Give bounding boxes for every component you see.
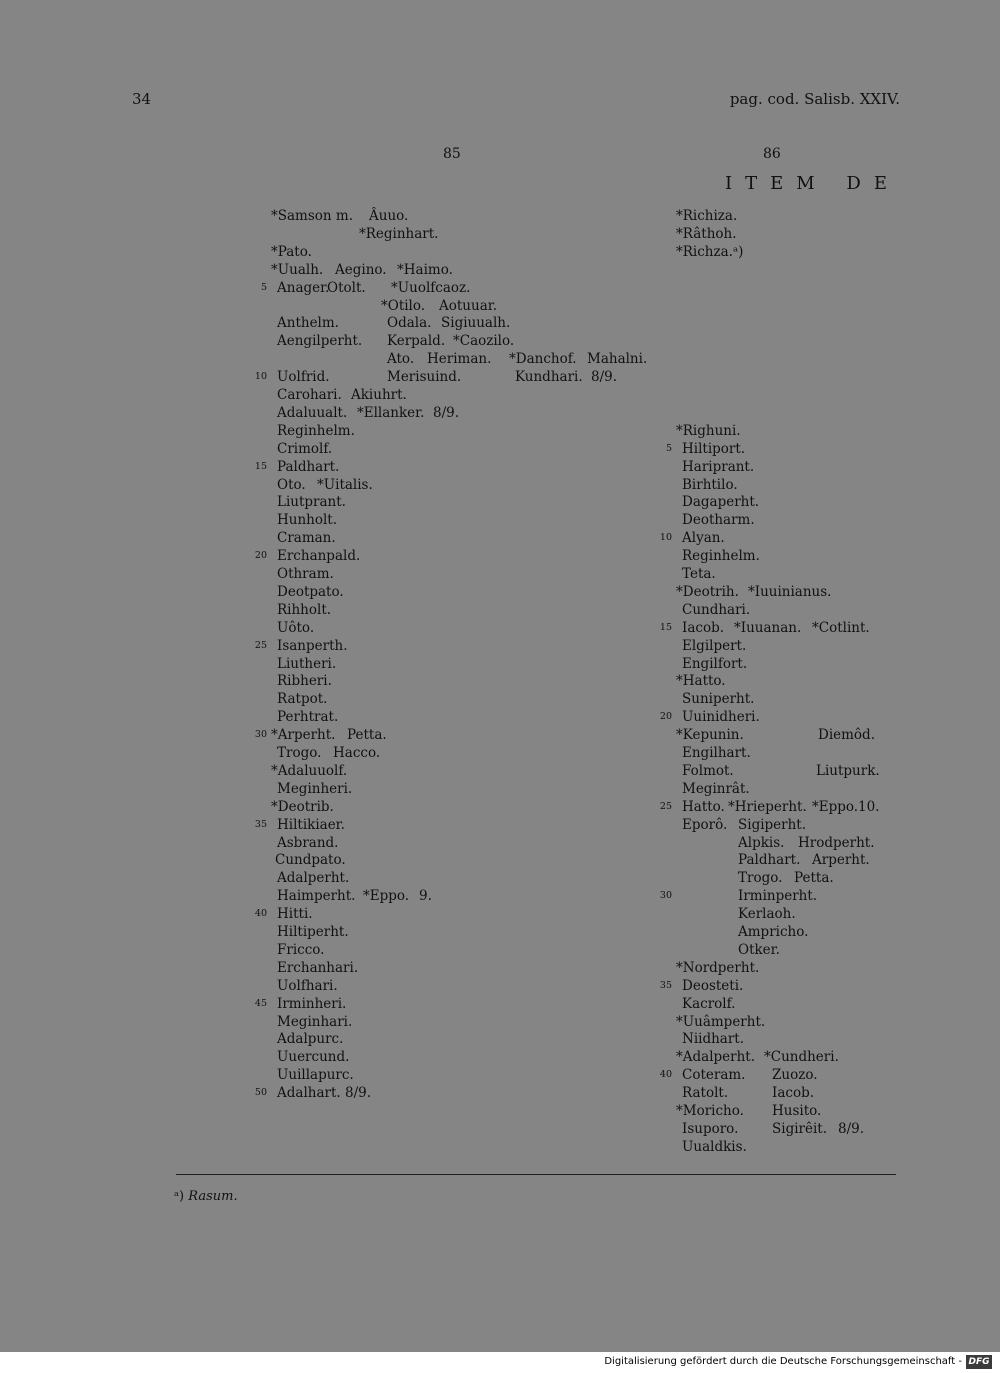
name-entry: *Nordperht. bbox=[676, 959, 760, 976]
name-entry: Aengilperht. bbox=[277, 333, 363, 350]
line-number: 35 bbox=[254, 818, 267, 830]
name-entry: 8/9. bbox=[345, 1085, 372, 1102]
name-entry: Petta. bbox=[794, 870, 834, 887]
name-entry: Anthelm. bbox=[277, 315, 339, 332]
name-entry: Isanperth. bbox=[277, 637, 348, 654]
name-entry: *Eppo. bbox=[363, 888, 410, 905]
name-entry: Diemôd. bbox=[818, 727, 875, 744]
line-number: 15 bbox=[659, 621, 672, 633]
name-entry: *Adaluuolf. bbox=[271, 762, 348, 779]
line-number: 20 bbox=[659, 711, 672, 723]
name-entry: Hiltikiaer. bbox=[277, 816, 345, 833]
name-entry: Kundhari. bbox=[515, 369, 583, 386]
name-entry: Hariprant. bbox=[682, 458, 755, 475]
line-number: 15 bbox=[254, 460, 267, 472]
name-entry: Uualdkis. bbox=[682, 1138, 747, 1155]
line-number: 30 bbox=[659, 890, 672, 902]
line-number: 10 bbox=[254, 371, 267, 383]
name-entry: Reginhelm. bbox=[682, 548, 760, 565]
name-entry: Hiltiperht. bbox=[277, 924, 349, 940]
line-number: 25 bbox=[659, 800, 672, 812]
name-entry: Othram. bbox=[277, 566, 334, 582]
name-entry: *Iuuanan. bbox=[734, 619, 802, 636]
name-entry: *Richiza. bbox=[676, 208, 738, 224]
name-entry: Uuillapurc. bbox=[277, 1067, 354, 1084]
name-entry: Deotpato. bbox=[277, 583, 344, 600]
name-entry: Ato. bbox=[387, 351, 415, 368]
running-title: pag. cod. Salisb. XXIV. bbox=[729, 90, 900, 108]
name-entry: Craman. bbox=[277, 530, 336, 547]
name-entry: Coteram. bbox=[682, 1067, 746, 1084]
footer-credit: Digitalisierung gefördert durch die Deutsche Forschungsgemeinschaft - bbox=[604, 1356, 962, 1367]
line-number: 40 bbox=[254, 908, 267, 920]
name-entry: Uuercund. bbox=[277, 1049, 350, 1066]
name-entry: Eporô. bbox=[682, 816, 728, 833]
name-entry: Cundpato. bbox=[275, 852, 346, 869]
name-entry: *Moricho. bbox=[676, 1103, 744, 1119]
name-entry: Irminheri. bbox=[277, 995, 347, 1012]
name-entry: Crimolf. bbox=[277, 440, 333, 457]
name-entry: Heriman. bbox=[427, 351, 492, 368]
name-entry: Engilhart. bbox=[682, 745, 751, 761]
name-entry: *Otilo. bbox=[381, 297, 426, 314]
name-entry: Uolfrid. bbox=[277, 369, 330, 386]
name-entry: Liutprant. bbox=[277, 494, 346, 511]
name-entry: *Kepunin. bbox=[676, 727, 744, 744]
name-entry: Kacrolf. bbox=[682, 995, 736, 1012]
line-number: 35 bbox=[659, 979, 672, 991]
column-number-right: 86 bbox=[763, 146, 781, 162]
dfg-logo: DFG bbox=[966, 1355, 992, 1369]
name-entry: Liutheri. bbox=[277, 655, 337, 672]
name-entry: Uuinidheri. bbox=[682, 709, 760, 726]
name-entry: Hiltiport. bbox=[682, 440, 746, 457]
name-entry: *Adalperht. bbox=[676, 1049, 756, 1066]
name-entry: Birhtilo. bbox=[682, 476, 738, 493]
name-entry: Dagaperht. bbox=[682, 494, 760, 511]
name-entry: Perhtrat. bbox=[277, 709, 339, 726]
name-entry: Sigiuualh. bbox=[441, 315, 511, 332]
name-entry: 10. bbox=[858, 798, 880, 815]
column-number-left: 85 bbox=[443, 146, 461, 162]
name-entry: Asbrand. bbox=[277, 834, 339, 851]
name-entry: *Uitalis. bbox=[317, 476, 373, 493]
name-entry: Uôto. bbox=[277, 619, 315, 636]
name-entry: *Haimo. bbox=[397, 261, 453, 278]
name-entry: Arperht. bbox=[812, 852, 870, 869]
name-entry: 8/9. bbox=[433, 404, 460, 421]
name-entry: 8/9. bbox=[591, 369, 618, 386]
name-entry: Hatto. bbox=[682, 798, 725, 815]
footnote-rule bbox=[176, 1174, 896, 1175]
name-entry: Kerpald. bbox=[387, 333, 446, 350]
name-entry: Ratpot. bbox=[277, 691, 328, 708]
name-entry: Deotharm. bbox=[682, 512, 755, 529]
name-entry: Hitti. bbox=[277, 906, 313, 923]
name-entry: Erchanpald. bbox=[277, 548, 361, 565]
name-entry: Fricco. bbox=[277, 941, 325, 958]
line-number: 25 bbox=[254, 639, 267, 651]
name-entry: Petta. bbox=[347, 727, 387, 744]
name-entry: Haimperht. bbox=[277, 888, 356, 905]
line-number: 10 bbox=[659, 532, 672, 544]
name-entry: Engilfort. bbox=[682, 655, 748, 672]
name-entry: Cundhari. bbox=[682, 601, 751, 618]
line-number: 5 bbox=[665, 442, 672, 454]
name-entry: Iacob. bbox=[772, 1085, 815, 1102]
name-entry: Meginheri. bbox=[277, 780, 353, 797]
name-entry: *Hatto. bbox=[676, 673, 726, 690]
name-entry: Aegino. bbox=[335, 261, 387, 278]
footer-bar bbox=[0, 1352, 1000, 1373]
footnote-marker: ᵃ) bbox=[174, 1189, 185, 1204]
name-entry: Teta. bbox=[682, 566, 716, 582]
name-entry: Aotuuar. bbox=[439, 297, 498, 314]
footnote-text: Rasum. bbox=[188, 1189, 238, 1204]
name-entry: Otolt. bbox=[327, 279, 366, 296]
name-entry: Adalperht. bbox=[277, 870, 350, 887]
name-entry: Paldhart. bbox=[738, 852, 801, 869]
name-entry: Elgilpert. bbox=[682, 637, 747, 654]
name-entry: Mahalni. bbox=[587, 351, 648, 368]
name-entry: Adaluualt. bbox=[277, 404, 348, 421]
name-entry: Ratolt. bbox=[682, 1085, 729, 1102]
name-entry: 9. bbox=[419, 888, 432, 905]
name-entry: Otker. bbox=[738, 941, 780, 958]
name-entry: Hrodperht. bbox=[798, 834, 875, 851]
name-entry: *Ellanker. bbox=[357, 404, 425, 421]
line-number: 50 bbox=[254, 1087, 267, 1099]
name-entry: Deosteti. bbox=[682, 977, 744, 994]
name-entry: Adalpurc. bbox=[277, 1031, 344, 1048]
name-entry: Meginhari. bbox=[277, 1013, 353, 1030]
name-entry: Ampricho. bbox=[738, 924, 809, 940]
name-entry: Liutpurk. bbox=[816, 762, 880, 779]
line-number: 30 bbox=[254, 729, 267, 741]
name-entry: *Uuolfcaoz. bbox=[391, 279, 471, 296]
name-entry: Zuozo. bbox=[772, 1067, 818, 1084]
name-entry: Isuporo. bbox=[682, 1120, 739, 1137]
footnote bbox=[174, 1190, 238, 1203]
name-entry: Odala. bbox=[387, 315, 432, 332]
name-entry: Kerlaoh. bbox=[738, 906, 796, 923]
name-entry: Anager. bbox=[277, 279, 330, 296]
name-entry: *Iuuinianus. bbox=[748, 583, 832, 600]
name-entry: *Râthoh. bbox=[676, 225, 737, 242]
name-entry: *Reginhart. bbox=[359, 225, 439, 242]
name-entry: Suniperht. bbox=[682, 691, 755, 708]
name-entry: *Samson m. bbox=[271, 208, 353, 224]
name-entry: Uolfhari. bbox=[277, 977, 338, 994]
name-entry: Alpkis. bbox=[738, 834, 785, 851]
name-entry: Iacob. bbox=[682, 619, 725, 636]
name-entry: *Arperht. bbox=[271, 727, 336, 744]
name-entry: Carohari. bbox=[277, 387, 342, 403]
line-number: 20 bbox=[254, 550, 267, 562]
line-number: 40 bbox=[659, 1069, 672, 1081]
name-entry: Paldhart. bbox=[277, 458, 340, 475]
name-entry: Merisuind. bbox=[387, 369, 462, 386]
line-number: 45 bbox=[254, 997, 267, 1009]
name-entry: *Uuâmperht. bbox=[676, 1013, 766, 1030]
line-number: 5 bbox=[260, 281, 267, 293]
name-entry: *Deotrih. bbox=[676, 583, 739, 600]
name-entry: 8/9. bbox=[838, 1120, 865, 1137]
name-entry: Meginrât. bbox=[682, 780, 750, 797]
name-entry: Hunholt. bbox=[277, 512, 338, 529]
name-entry: *Cotlint. bbox=[812, 619, 870, 636]
name-entry: *Pato. bbox=[271, 243, 312, 260]
name-entry: Folmot. bbox=[682, 762, 734, 779]
name-entry: Erchanhari. bbox=[277, 959, 359, 976]
name-entry: Irminperht. bbox=[738, 888, 818, 905]
name-entry: Alyan. bbox=[682, 530, 725, 547]
name-entry: Hacco. bbox=[333, 745, 381, 761]
name-entry: Oto. bbox=[277, 476, 306, 493]
name-entry: *Uualh. bbox=[271, 261, 324, 278]
page-number: 34 bbox=[132, 90, 152, 108]
name-entry: Âuuo. bbox=[369, 208, 409, 224]
name-entry: Ribheri. bbox=[277, 673, 332, 690]
name-entry: Sigiperht. bbox=[738, 816, 807, 833]
name-entry: *Cundheri. bbox=[764, 1049, 839, 1066]
name-entry: Niidhart. bbox=[682, 1031, 745, 1048]
name-entry: Akiuhrt. bbox=[351, 387, 407, 403]
name-entry: *Righuni. bbox=[676, 422, 741, 439]
name-entry: *Richza.ᵃ) bbox=[676, 243, 744, 260]
section-heading: ITEM DE bbox=[725, 173, 900, 194]
name-entry: *Hrieperht. bbox=[728, 798, 807, 815]
name-entry: Adalhart. bbox=[277, 1085, 341, 1102]
name-entry: Husito. bbox=[772, 1103, 822, 1119]
name-entry: Rihholt. bbox=[277, 601, 332, 618]
name-entry: *Caozilo. bbox=[453, 333, 515, 350]
name-entry: Reginhelm. bbox=[277, 422, 355, 439]
name-entry: *Eppo. bbox=[812, 798, 859, 815]
name-entry: Sigirêit. bbox=[772, 1120, 828, 1137]
name-entry: *Deotrib. bbox=[271, 798, 334, 815]
name-entry: Trogo. bbox=[738, 870, 783, 887]
name-entry: Trogo. bbox=[277, 745, 322, 761]
name-entry: *Danchof. bbox=[509, 351, 577, 368]
